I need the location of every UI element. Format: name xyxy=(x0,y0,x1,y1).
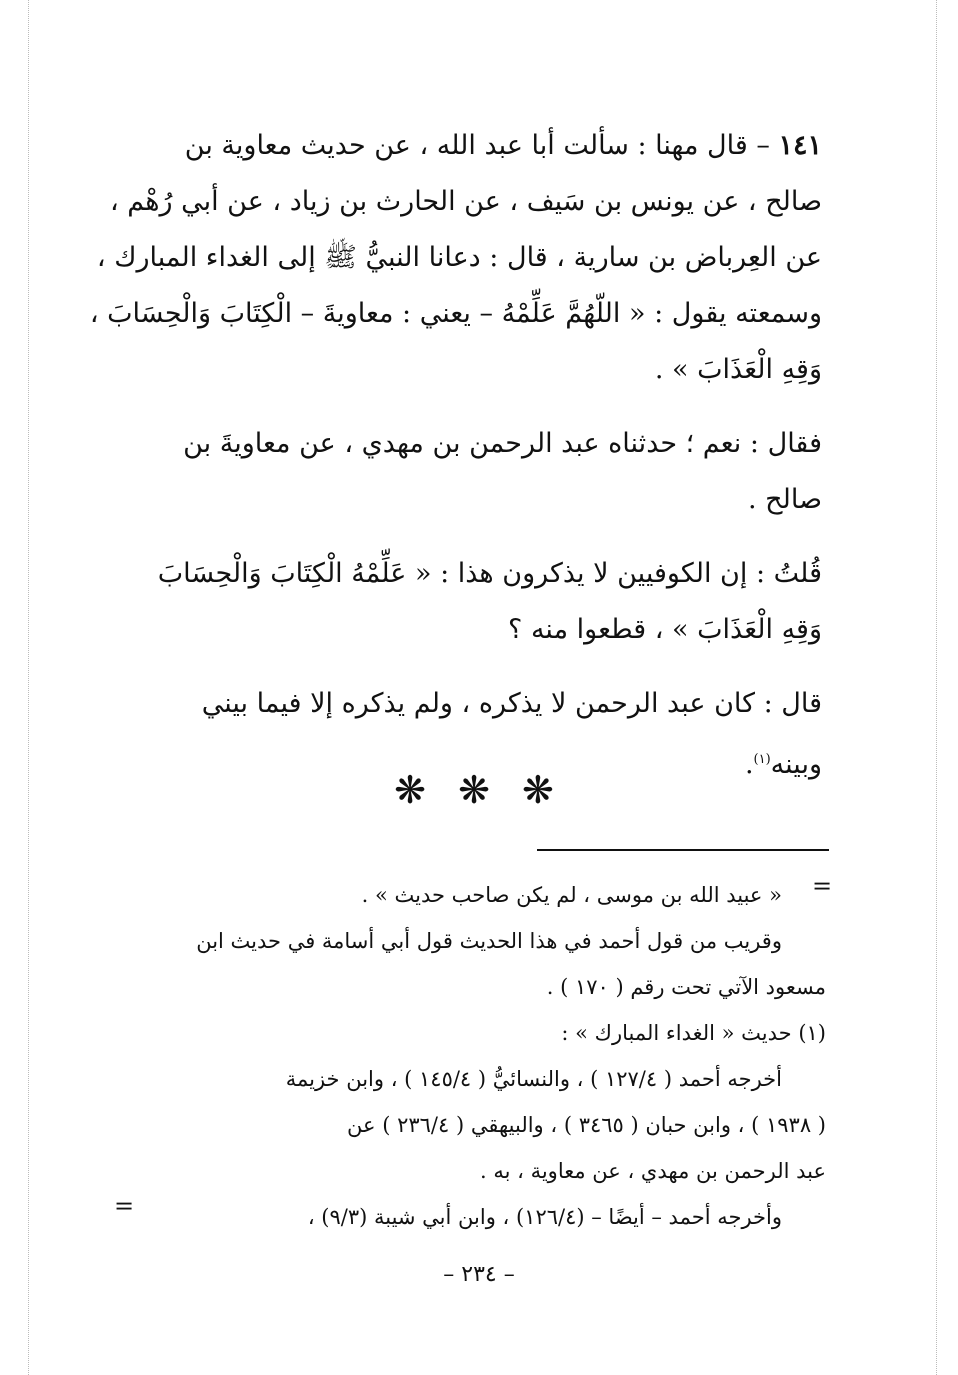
scan-edge-right xyxy=(936,0,937,1375)
text-line: وَقِهِ الْعَذَابَ » ، قطعوا منه ؟ xyxy=(508,614,822,645)
text-line: صالح ، عن يونس بن سَيف ، عن الحارث بن زياد ، عن أبي رُهْم ، xyxy=(109,186,822,217)
text-line: فقال : نعم ؛ حدثناه عبد الرحمن بن مهدي ، عن معاويةَ بن xyxy=(183,428,822,459)
text-line: وبينه$^{(١)}$. xyxy=(744,749,822,780)
footnote-line: « عبيد الله بن موسى ، لم يكن صاحب حديث » . xyxy=(361,883,782,907)
footnote-line: وأخرجه أحمد – أيضًا – (١٢٦/٤) ، وابن أبي شيبة (٩/٣) ، xyxy=(307,1205,782,1229)
hadith-number: ١٤١ xyxy=(778,130,822,161)
text-line: قال : كان عبد الرحمن لا يذكره ، ولم يذكره إلا فيما بيني xyxy=(201,688,822,719)
footnote-line: مسعود الآتي تحت رقم ( ١٧٠ ) . xyxy=(546,975,826,999)
text-line: عن العِرباض بن سارية ، قال : دعانا النبيُّ ﷺ إلى الغداء المبارك ، xyxy=(96,242,822,273)
continued-mark: = xyxy=(812,872,833,900)
footnote-rule xyxy=(537,849,829,851)
text-line: قُلتُ : إن الكوفيين لا يذكرون هذا : « عَلِّمْهُ الْكِتَابَ وَالْحِسَابَ xyxy=(157,558,822,589)
hadith-paragraph xyxy=(89,118,822,398)
page-number: – ٢٣٤ – xyxy=(443,1262,515,1287)
scan-edge-left xyxy=(28,0,29,1375)
footnote-reference: (١) xyxy=(753,752,771,767)
main-text xyxy=(89,118,822,811)
section-separator: ❋ ❋ ❋ xyxy=(394,768,564,812)
text-line: ١٤١ – قال مهنا : سألت أبا عبد الله ، عن حديث معاوية بن xyxy=(184,130,822,161)
footnote-line: أخرجه أحمد ( ١٢٧/٤ ) ، والنسائيُّ ( ١٤٥/٤ ) ، وابن خزيمة xyxy=(285,1067,782,1091)
footnotes xyxy=(96,872,826,1240)
continued-mark: = xyxy=(114,1192,135,1220)
footnote-line: عبد الرحمن بن مهدي ، عن معاوية ، به . xyxy=(480,1159,826,1183)
text-line: وَقِهِ الْعَذَابَ » . xyxy=(654,354,822,385)
question-paragraph xyxy=(100,546,822,658)
footnote-line: ( ١٩٣٨ ) ، وابن حبان ( ٣٤٦٥ ) ، والبيهقي ( ٢٣٦/٤ ) عن xyxy=(347,1113,826,1137)
text-line: وسمعته يقول : « اللّهُمَّ عَلِّمْهُ – يعني : معاويةَ – الْكِتَابَ وَالْحِسَابَ ، xyxy=(89,298,822,329)
footnote-line: (١) حديث « الغداء المبارك » : xyxy=(561,1021,826,1045)
answer-paragraph xyxy=(100,416,822,528)
footnote-line: وقريب من قول أحمد في هذا الحديث قول أبي أسامة في حديث ابن xyxy=(196,929,782,953)
text-line: صالح . xyxy=(748,484,822,515)
